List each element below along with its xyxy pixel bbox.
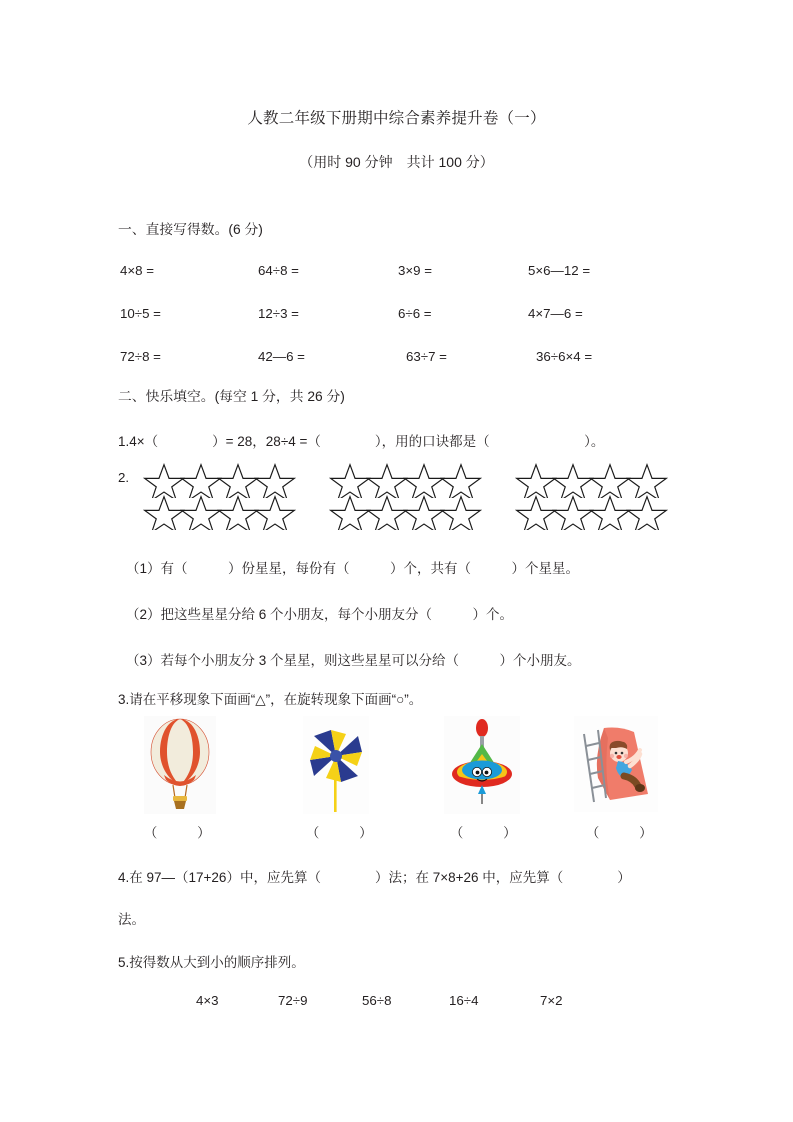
calc-item: 4×8 =	[120, 263, 155, 278]
page-title: 人教二年级下册期中综合素养提升卷（一）	[247, 110, 546, 127]
calc-item: 42—6 =	[258, 349, 305, 364]
star-icon	[625, 462, 667, 496]
child-on-slide-image	[574, 716, 658, 812]
section-2-heading: 二、快乐填空。(每空 1 分，共 26 分)	[118, 389, 345, 404]
star-icon	[514, 494, 556, 528]
question-3-prompt: 3.请在平移现象下面画“△”，在旋转现象下面画“○”。	[118, 692, 423, 707]
q5-expression: 56÷8	[362, 993, 392, 1008]
star-icon	[216, 494, 258, 528]
star-icon	[551, 494, 593, 528]
star-row	[142, 462, 290, 494]
star-icon	[439, 462, 481, 496]
picture-answer-blank[interactable]: （ ）	[450, 825, 517, 840]
calc-item: 36÷6×4 =	[536, 349, 593, 364]
star-group	[142, 462, 290, 526]
star-row	[328, 462, 476, 494]
star-diagram	[118, 462, 678, 528]
calc-item: 10÷5 =	[120, 306, 161, 321]
star-icon	[328, 462, 370, 496]
picture-answer-blank[interactable]: （ ）	[586, 825, 653, 840]
picture-answer-blank[interactable]: （ ）	[144, 825, 211, 840]
section-1-heading: 一、直接写得数。(6 分)	[118, 222, 263, 237]
star-subquestion-1: （1）有（ ）份星星，每份有（ ）个，共有（ ）个星星。	[126, 561, 580, 576]
star-icon	[253, 462, 295, 496]
calc-item: 6÷6 =	[398, 306, 432, 321]
star-icon	[365, 494, 407, 528]
calc-item: 3×9 =	[398, 263, 433, 278]
pinwheel-image	[303, 716, 369, 814]
star-icon	[253, 494, 295, 528]
picture-answer-blanks	[118, 822, 678, 846]
picture-row	[118, 716, 678, 816]
star-subquestion-2: （2）把这些星星分给 6 个小朋友，每个小朋友分（ ）个。	[126, 607, 514, 622]
star-icon	[142, 494, 184, 528]
star-group	[514, 462, 662, 526]
q5-expression: 7×2	[540, 993, 563, 1008]
star-icon	[588, 494, 630, 528]
question-4-line-1: 4.在 97—（17+26）中，应先算（ ）法；在 7×8+26 中，应先算（ ）	[118, 870, 631, 885]
star-icon	[625, 494, 667, 528]
star-row	[514, 462, 662, 494]
q5-expression: 4×3	[196, 993, 219, 1008]
question-5-prompt: 5.按得数从大到小的顺序排列。	[118, 955, 305, 970]
question-4-line-2: 法。	[118, 912, 145, 927]
star-groups	[142, 462, 662, 526]
star-icon	[439, 494, 481, 528]
calc-item: 63÷7 =	[406, 349, 447, 364]
star-icon	[402, 462, 444, 496]
star-row	[142, 494, 290, 526]
star-row	[328, 494, 476, 526]
calc-item: 12÷3 =	[258, 306, 299, 321]
picture-answer-blank[interactable]: （ ）	[306, 825, 373, 840]
page-subtitle: （用时 90 分钟 共计 100 分）	[299, 154, 494, 170]
star-icon	[402, 494, 444, 528]
star-icon	[328, 494, 370, 528]
star-question-number: 2.	[118, 470, 130, 485]
q5-expression: 16÷4	[449, 993, 479, 1008]
star-icon	[365, 462, 407, 496]
star-icon	[588, 462, 630, 496]
calc-item: 72÷8 =	[120, 349, 161, 364]
star-icon	[216, 462, 258, 496]
star-icon	[551, 462, 593, 496]
calc-item: 4×7—6 =	[528, 306, 583, 321]
hot-air-balloon-image	[144, 716, 216, 814]
spinning-top-image	[444, 716, 520, 814]
star-icon	[179, 494, 221, 528]
star-group	[328, 462, 476, 526]
star-icon	[179, 462, 221, 496]
star-subquestion-3: （3）若每个小朋友分 3 个星星，则这些星星可以分给（ ）个小朋友。	[126, 653, 581, 668]
fill-blank-q1: 1.4×（ ）= 28，28÷4 =（ ），用的口诀都是（ ）。	[118, 434, 605, 449]
star-row	[514, 494, 662, 526]
calc-item: 64÷8 =	[258, 263, 299, 278]
q5-expression: 72÷9	[278, 993, 308, 1008]
calc-item: 5×6—12 =	[528, 263, 591, 278]
star-icon	[142, 462, 184, 496]
star-icon	[514, 462, 556, 496]
